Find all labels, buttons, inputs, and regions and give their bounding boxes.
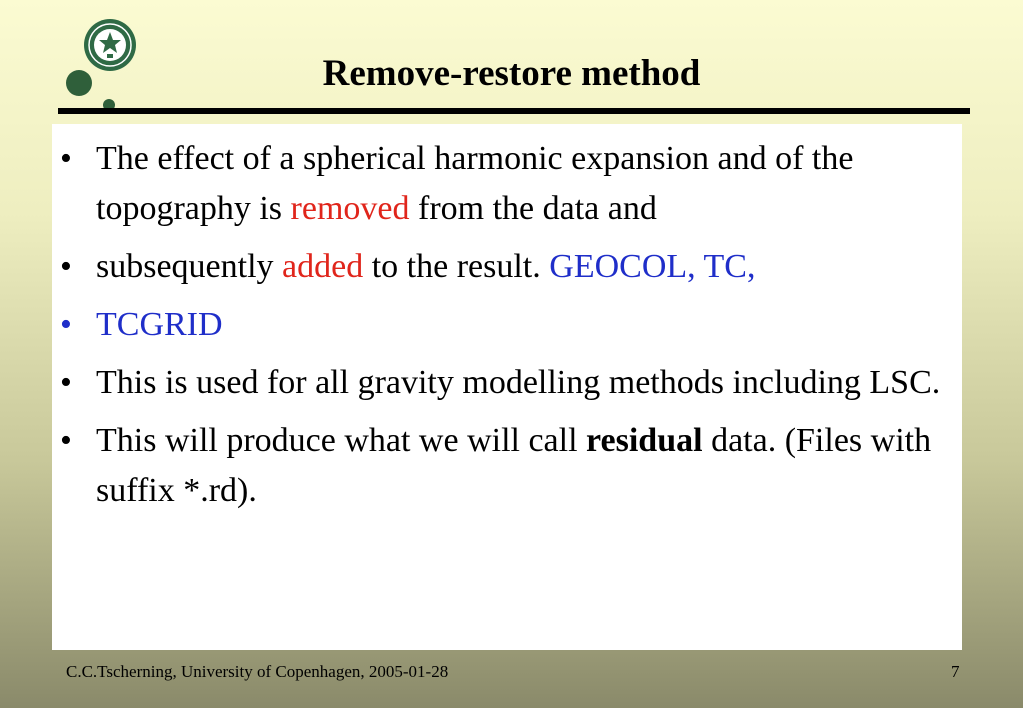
bullet-list <box>52 134 952 524</box>
bullet-text: to the result. <box>363 248 550 285</box>
bullet-text: data. (Files with suffix *.rd). <box>96 422 932 509</box>
footer-author: C.C.Tscherning, University of Copenhagen, 2005-01-28 <box>66 662 449 681</box>
highlight-removed: removed <box>290 190 410 227</box>
bullet-marker: • <box>60 422 72 459</box>
bullet-item <box>52 300 952 350</box>
program-name-tcgrid: TCGRID <box>96 306 223 343</box>
bullet-marker: • <box>60 364 72 401</box>
bullet-item <box>52 134 952 234</box>
bullet-marker: • <box>60 306 72 343</box>
bullet-item <box>52 416 952 516</box>
bullet-marker: • <box>60 248 72 285</box>
program-names: GEOCOL, TC, <box>549 248 756 285</box>
page-number: 7 <box>951 662 960 681</box>
bullet-item <box>52 358 952 408</box>
bullet-text: The effect of a spherical harmonic expansion and of the topography is <box>96 140 854 227</box>
slide-title: Remove-restore method <box>322 53 701 94</box>
bullet-text: from the data and <box>409 190 657 227</box>
bullet-item <box>52 242 952 292</box>
bullet-text: subsequently <box>96 248 283 285</box>
content-panel <box>52 124 962 650</box>
title-divider <box>58 108 970 114</box>
emphasis-residual: residual <box>586 422 703 459</box>
bullet-marker: • <box>60 140 72 177</box>
bullet-text: This is used for all gravity modelling methods including LSC. <box>96 364 941 401</box>
bullet-text: This will produce what we will call <box>96 422 587 459</box>
highlight-added: added <box>282 248 364 285</box>
